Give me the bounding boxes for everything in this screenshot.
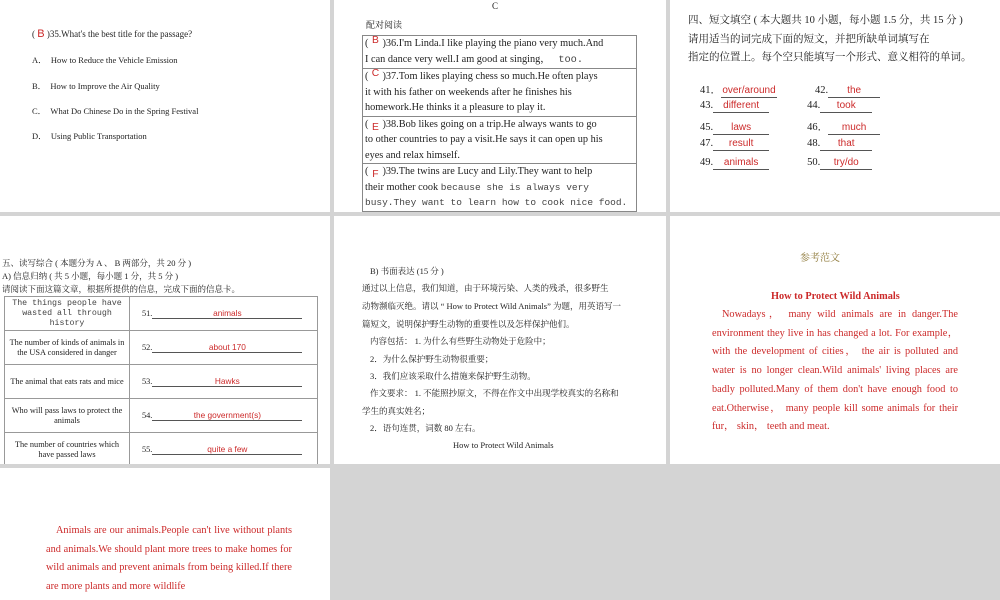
answer-35: B [37,28,45,40]
prompt-line-3: 篇短文，说明保护野生动物的重要性以及怎样保护他们。 [362,319,575,329]
essay-title: How to Protect Wild Animals [771,291,900,302]
requirement-line-1: 作文要求： 1. 不能照抄原文，不得在作文中出现学校真实的名称和 [370,388,619,398]
table-row: Who will pass laws to protect the animals 54. the government(s) [5,399,318,433]
option-a: A． How to Reduce the Vehicle Emission [32,55,178,65]
question-35-text: )35.What's the best title for the passage? [46,29,193,39]
content-line-3: 3．我们应该采取什么措施来保护野生动物。 [370,371,536,381]
blank-answer: different [713,100,769,113]
panel-matching-reading [334,0,666,212]
blank-answer: animals [713,157,769,170]
table-row: The number of kinds of animals in the USA considered in danger 52. about 170 [5,331,318,365]
blank-answer: result [713,138,769,151]
table-row: The things people have wasted all through history 51. animals [5,297,318,331]
section-title: 四、短文填空 ( 本大题共 10 小题，每小题 1.5 分，共 15 分 ) [688,15,963,26]
blank-answer: the [828,85,880,98]
panel-question-35 [0,0,330,212]
table-row: ( C )37.Tom likes playing chess so much.He often plays it with his father on weekends after he finishes his homework.He thinks it a pleasure to play it. [363,69,637,117]
blank-row: 43. different 44. took [700,100,872,113]
requirement-line-2: 学生的真实姓名； [362,406,431,416]
top-letter: C [492,1,499,11]
blank-answer: laws [713,122,769,135]
instruction-line-2: 指定的位置上。每个空只能填写一个形式、意义相符的单词。 [688,52,972,63]
option-b: B． How to Improve the Air Quality [32,81,160,91]
table-row: ( B )36.I'm Linda.I like playing the piano very much.And I can dance very well.I am good at singing， too. [363,36,637,69]
blank-row: 49. animals 50. try/do [700,157,872,170]
blank-row: 41．over/around 42. the [700,82,880,98]
panel-reference-essay [670,216,1000,464]
blank-row: 47. result 48. that [700,138,872,151]
prompt-line-1: 通过以上信息，我们知道，由于环境污染、人类的残杀，很多野生 [362,283,609,293]
essay-body: Nowadays， many wild animals are in danger.The environment they live in has changed a lot. For example， with the development of cities， the air is polluted and water is no longer clean.Wild animals' living places are badly polluted.Many of them don't have enough food to eat.Otherwise， many people kill some animals for their fur， skin， teeth and meat. [712,309,958,433]
essay-body-continued: Animals are our animals.People can't live without plants and animals.We should plant more trees to make homes for wild animals and prevent animals from being killed.If there are more plants and more wildlife [46,525,292,593]
table-row: The animal that eats rats and mice 53. Hawks [5,365,318,399]
matching-table [362,35,637,212]
panel-essay-continued [0,468,330,600]
section-title: 五、读写综合 ( 本题分为 A 、 B 两部分，共 20 分 ) [2,258,192,268]
question-35: ( B )35.What's the best title for the passage? [32,28,193,40]
panel-writing-task [334,216,666,464]
blank-answer: much [828,122,880,135]
option-c: C． What Do Chinese Do in the Spring Festival [32,106,199,116]
prompt-line-2: 动物濒临灭绝。请以 “ How to Protect Wild Animals” 为题，用英语写一 [362,301,621,311]
table-row: ( F )39.The twins are Lucy and Lily.They want to help their mother cook because she is always very busy.They want to learn how to cook nice food. [363,164,637,212]
blank-answer: over/around [722,85,776,96]
part-a-instruction: 请阅读下面这篇文章，根据所提供的信息，完成下面的信息卡。 [2,284,241,294]
info-card-table [4,296,318,464]
table-row: ( E )38.Bob likes going on a trip.He always wants to go to other countries to pay a visit.He says it can open up his eyes and relax himself. [363,116,637,164]
part-b-title: B) 书面表达 (15 分 ) [370,266,444,276]
requirement-line-3: 2．语句连贯，词数 80 左右。 [370,423,481,433]
instruction-line-1: 请用适当的词完成下面的短文，并把所缺单词填写在 [688,34,930,45]
blank-answer: try/do [820,157,872,170]
panel-fill-blanks [670,0,1000,212]
content-line-1: 内容包括： 1. 为什么有些野生动物处于危险中； [370,336,551,346]
panel-info-card [0,216,330,464]
blank-answer: that [820,138,872,151]
essay-title: How to Protect Wild Animals [453,440,554,450]
content-line-2: 2．为什么保护野生动物很重要； [370,354,494,364]
table-row: The number of countries which have passed laws 55. quite a few [5,433,318,465]
reference-label: 参考范文 [800,253,840,264]
blank-row: 45. laws 46． much [700,119,880,135]
part-a-title: A) 信息归纳 ( 共 5 小题，每小题 1 分，共 5 分 ) [2,271,179,281]
blank-answer: took [820,100,872,113]
option-d: D． Using Public Transportation [32,131,147,141]
section-heading: 配对阅读 [366,20,403,30]
